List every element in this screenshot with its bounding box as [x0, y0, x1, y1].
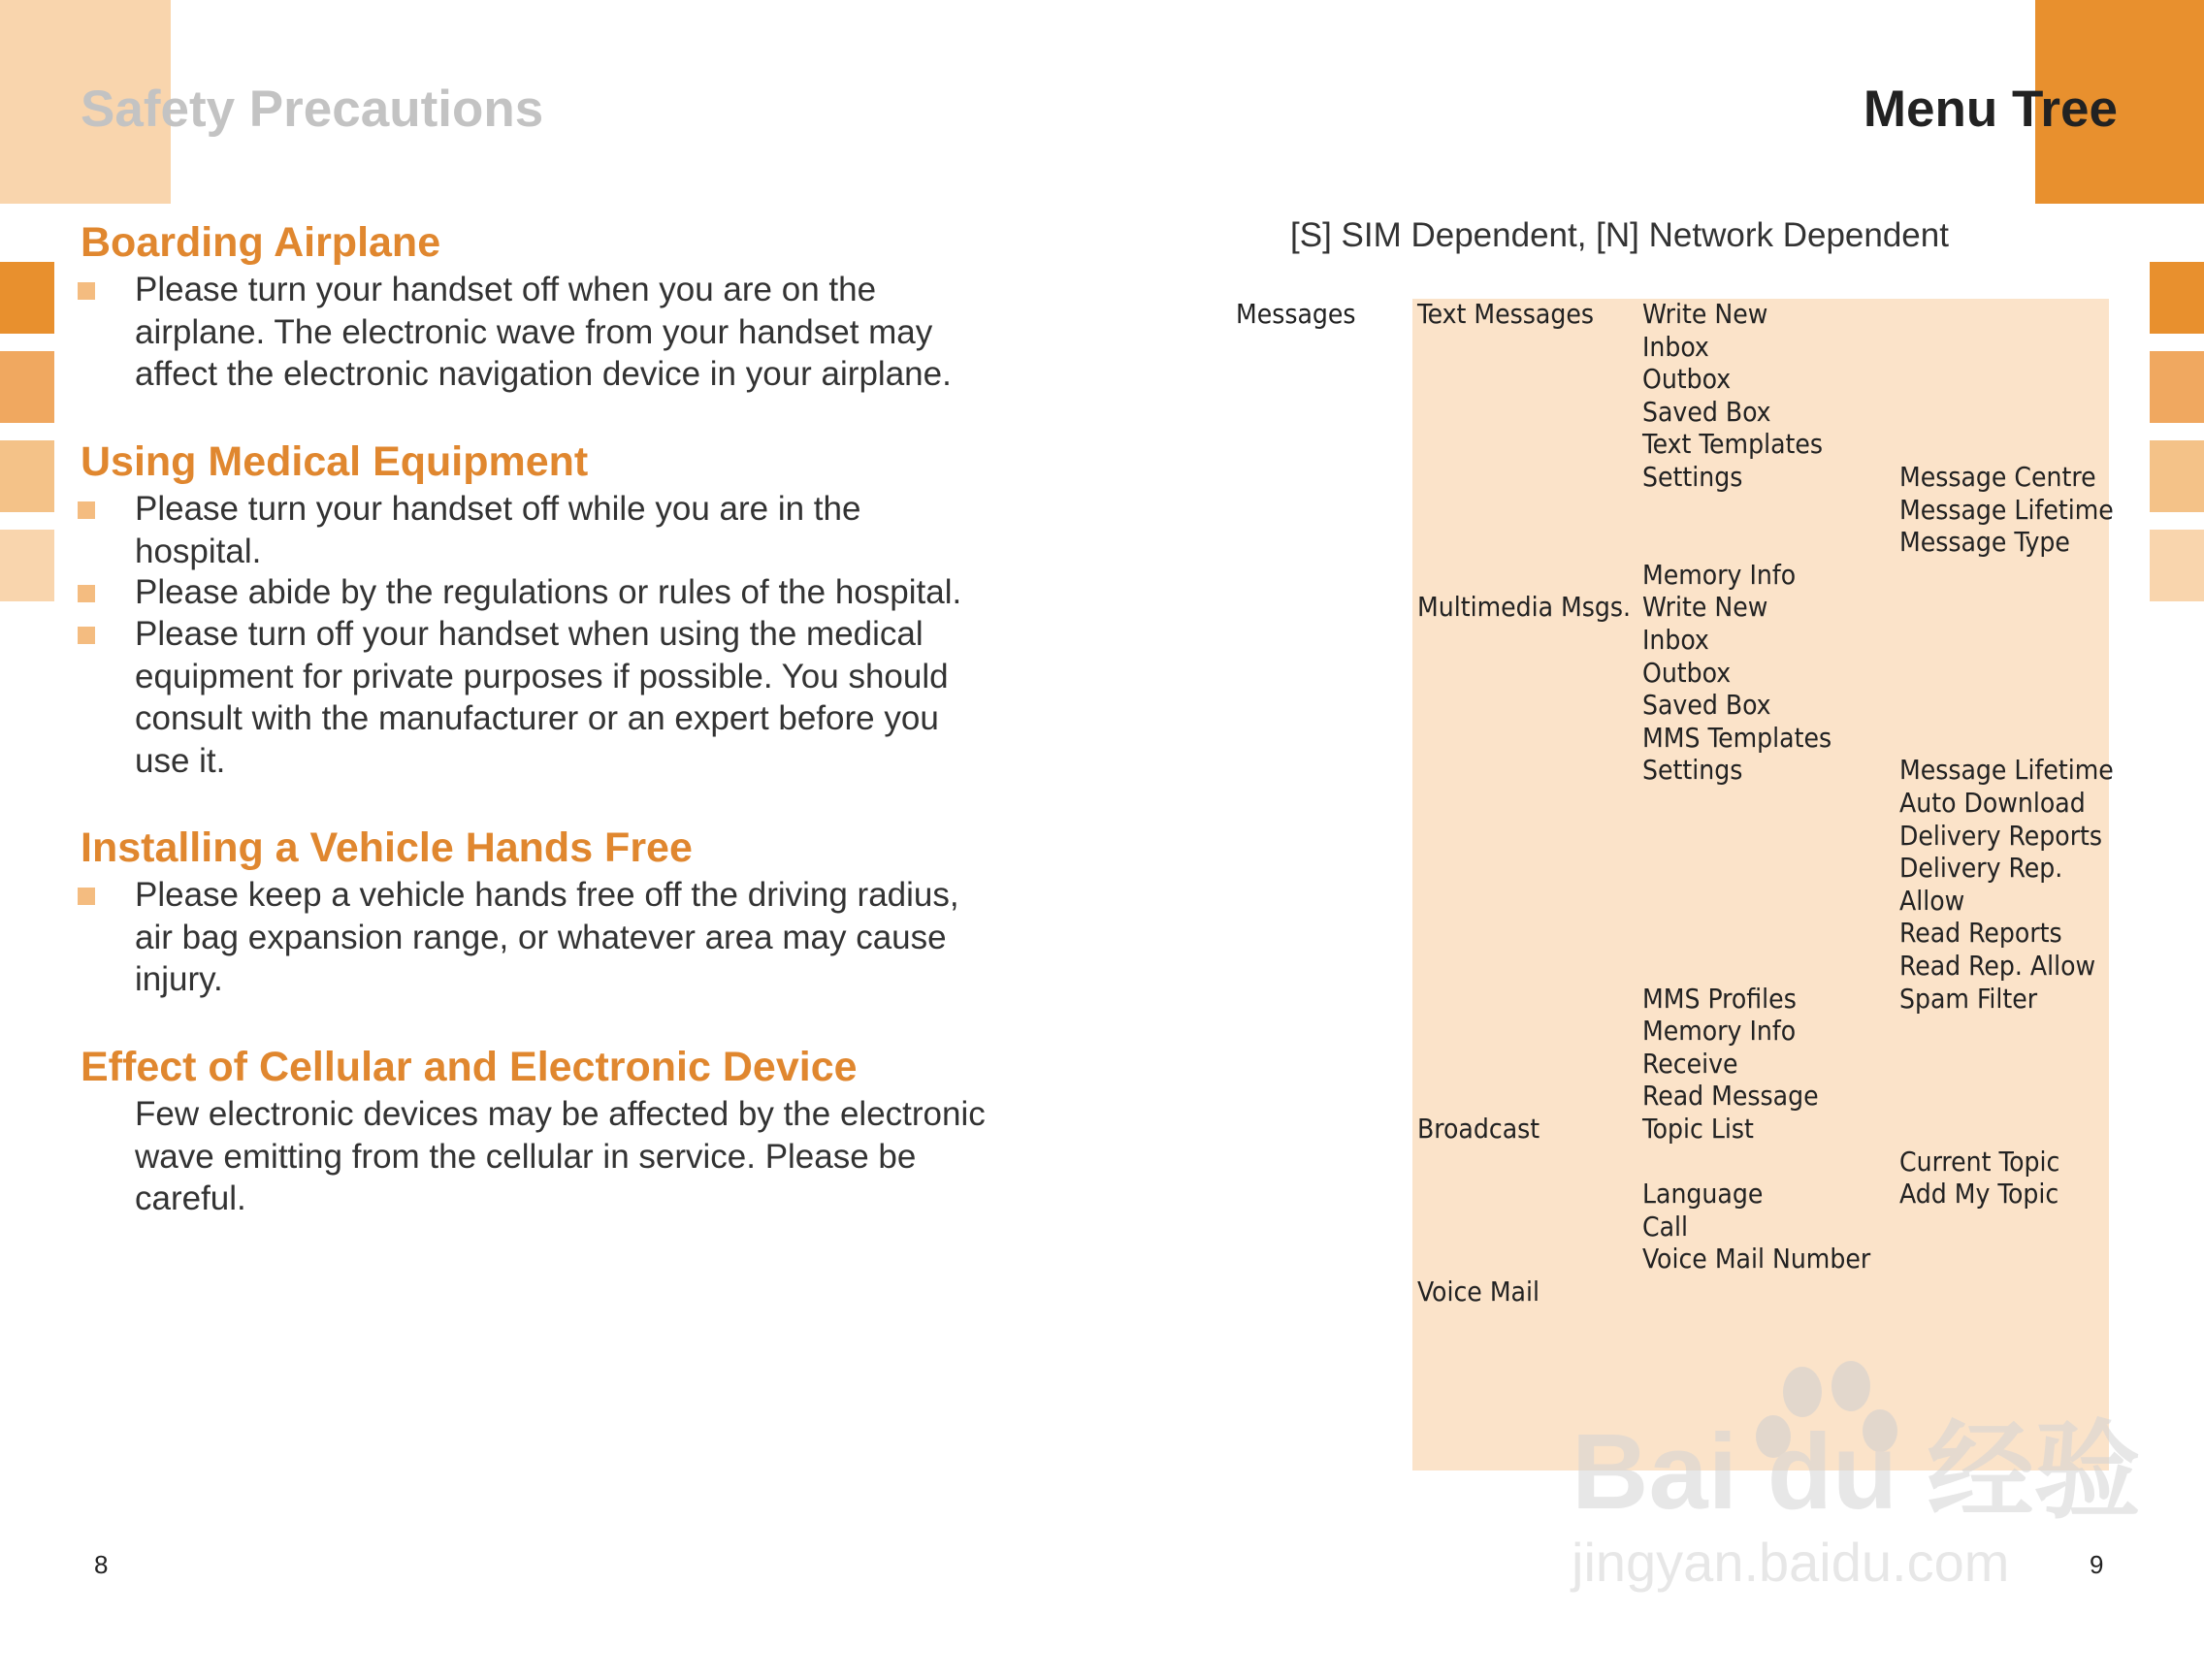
menu-item-level-2: Write New: [1642, 591, 1768, 624]
page-title-left: Safety Precautions: [81, 81, 544, 138]
menu-item-level-2: Outbox: [1642, 656, 1732, 689]
menu-item-level-2: MMS Profiles: [1642, 982, 1797, 1015]
menu-item-level-1: Broadcast: [1417, 1113, 1540, 1145]
section-heading: Boarding Airplane: [81, 219, 441, 266]
bullet-text: Please abide by the regulations or rules of the hospital.: [135, 573, 962, 611]
menu-item-level-3: Spam Filter: [1899, 982, 2038, 1015]
page-title-right: Menu Tree: [1863, 81, 2118, 138]
bullet-icon: [78, 501, 95, 519]
menu-item-level-2: Text Templates: [1642, 428, 1824, 461]
menu-item-level-2: Read Message: [1642, 1080, 1819, 1113]
side-tab-left-4: [0, 530, 54, 601]
menu-item-level-2: MMS Templates: [1642, 721, 1832, 754]
menu-item-level-3: Delivery Rep.: [1899, 852, 2063, 885]
menu-item-level-0: Messages: [1236, 298, 1356, 330]
watermark-url: jingyan.baidu.com: [1572, 1532, 2010, 1593]
menu-item-level-2: Settings: [1642, 754, 1743, 787]
section-heading: Using Medical Equipment: [81, 438, 589, 485]
side-tab-right-1: [2150, 262, 2204, 334]
menu-item-level-3: Message Lifetime: [1899, 754, 2114, 787]
page-number-right: 9: [2090, 1550, 2104, 1579]
menu-item-level-2: Saved Box: [1642, 395, 1771, 428]
menu-item-level-2: Receive: [1642, 1047, 1738, 1080]
section-heading: Effect of Cellular and Electronic Device: [81, 1044, 858, 1090]
side-tab-left-3: [0, 440, 54, 512]
bullet-text: Please keep a vehicle hands free off the driving radius, air bag expansion range, or whatever area may cause injury.: [135, 876, 959, 998]
menu-item-level-3: Current Topic: [1899, 1145, 2060, 1178]
page-number-left: 8: [94, 1550, 109, 1579]
menu-item-level-3: Message Type: [1899, 526, 2070, 559]
menu-item-level-3: Auto Download: [1899, 787, 2086, 819]
menu-item-level-2: Inbox: [1642, 330, 1709, 363]
bullet-icon: [78, 888, 95, 905]
section-heading: Installing a Vehicle Hands Free: [81, 824, 693, 871]
side-tab-left-1: [0, 262, 54, 334]
side-tab-right-3: [2150, 440, 2204, 512]
menu-item-level-3: Read Reports: [1899, 917, 2062, 950]
menu-item-level-2: Inbox: [1642, 624, 1709, 656]
side-tab-left-2: [0, 351, 54, 423]
bullet-text: Please turn your handset off while you are in the hospital.: [135, 490, 861, 570]
menu-item-level-3: Message Centre: [1899, 461, 2096, 493]
menu-item-level-3: Allow: [1899, 884, 1965, 917]
menu-item-level-2: Language: [1642, 1178, 1764, 1211]
menu-item-level-1: Voice Mail: [1417, 1276, 1540, 1308]
menu-item-level-2: Write New: [1642, 298, 1768, 330]
menu-item-level-3: Read Rep. Allow: [1899, 950, 2096, 982]
menu-item-level-2: Memory Info: [1642, 558, 1797, 591]
menu-item-level-2: Voice Mail Number: [1642, 1243, 1871, 1276]
bullet-icon: [78, 282, 95, 300]
menu-item-level-2: Saved Box: [1642, 689, 1771, 722]
menu-item-level-3: Delivery Reports: [1899, 819, 2103, 852]
menu-item-level-2: Outbox: [1642, 363, 1732, 396]
menu-item-level-1: Text Messages: [1417, 298, 1594, 330]
watermark-brand: Bai du 经验: [1572, 1412, 2141, 1532]
bullet-icon: [78, 585, 95, 602]
bullet-icon: [78, 627, 95, 644]
menu-item-level-3: Add My Topic: [1899, 1178, 2059, 1211]
menu-item-level-2: Settings: [1642, 461, 1743, 493]
menu-tree-legend: [S] SIM Dependent, [N] Network Dependent: [1290, 216, 1949, 254]
side-tab-right-2: [2150, 351, 2204, 423]
body-text: Few electronic devices may be affected by the electronic wave emitting from the cellular in service. Please be careful.: [135, 1095, 986, 1217]
menu-item-level-2: Memory Info: [1642, 1015, 1797, 1048]
side-tab-right-4: [2150, 530, 2204, 601]
menu-item-level-3: Message Lifetime: [1899, 493, 2114, 526]
menu-item-level-1: Multimedia Msgs.: [1417, 591, 1632, 624]
menu-item-level-2: Topic List: [1642, 1113, 1754, 1145]
baidu-watermark: [1562, 1353, 2141, 1596]
menu-item-level-2: Call: [1642, 1210, 1689, 1243]
bullet-text: Please turn your handset off when you are on the airplane. The electronic wave from your handset may affect the electronic navigation device in your airplane.: [135, 271, 952, 393]
bullet-text: Please turn off your handset when using the medical equipment for private purposes if possible. You should consult with the manufacturer or an expert before you use it.: [135, 615, 949, 780]
